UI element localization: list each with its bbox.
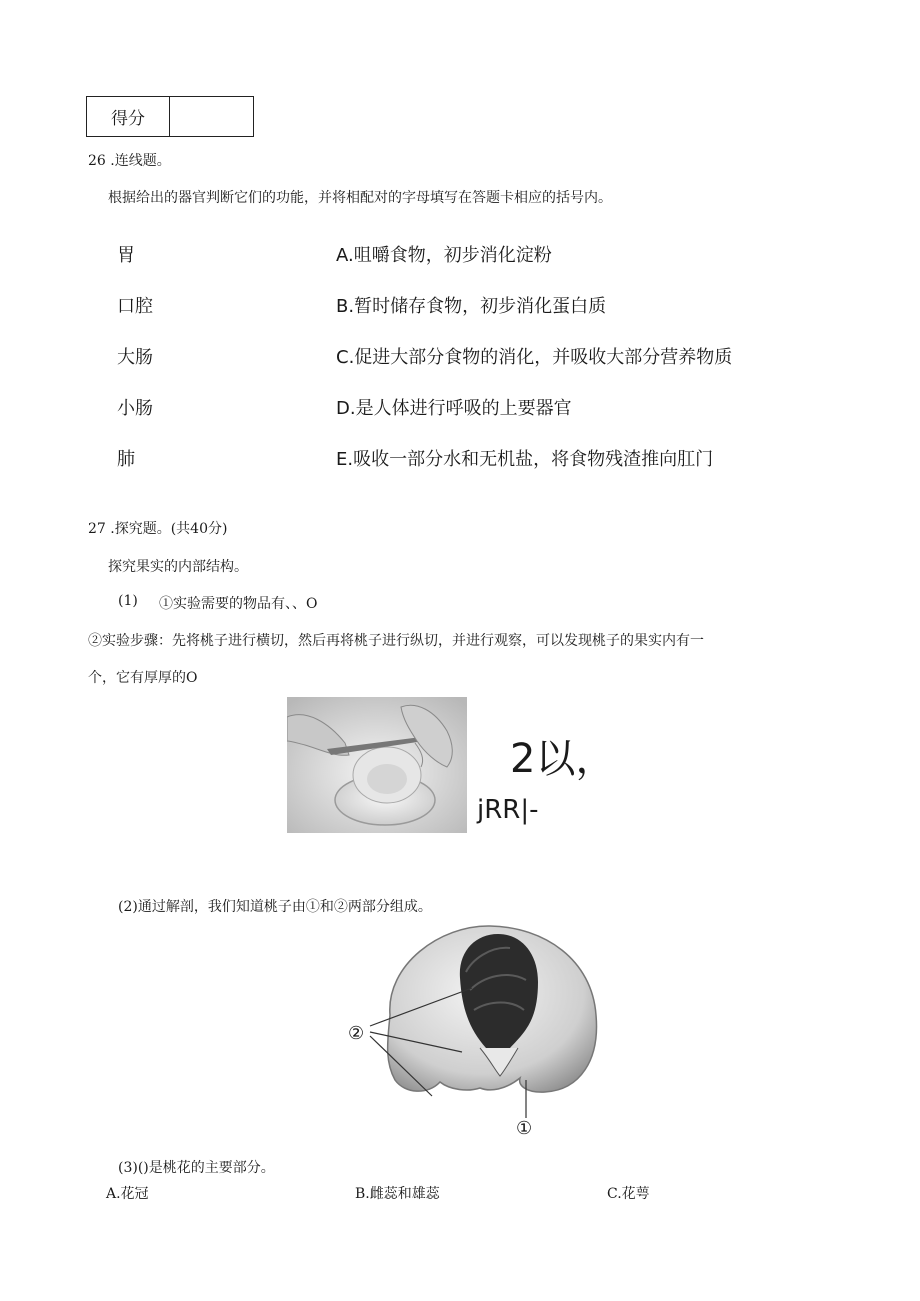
function-e[interactable]: E.吸收一部分水和无机盐，将食物残渣推向肛门	[336, 449, 714, 470]
q27-title: 27 .探究题。(共40分)	[88, 521, 228, 537]
q27-part1-text: ①实验需要的物品有、、O	[159, 596, 318, 612]
function-c[interactable]: C.促进大部分食物的消化，并吸收大部分营养物质	[336, 347, 733, 368]
peach-cutting-photo	[287, 697, 467, 833]
organ-stomach[interactable]: 胃	[117, 245, 135, 266]
peach-cross-section-diagram	[340, 920, 600, 1145]
q26-title: 26 .连线题。	[88, 153, 171, 169]
function-a[interactable]: A.咀嚼食物，初步消化淀粉	[336, 245, 552, 266]
q27-steps-line2: 个，它有厚厚的O	[88, 670, 198, 686]
function-d[interactable]: D.是人体进行呼吸的上要器官	[336, 398, 572, 419]
function-b[interactable]: B.暂时储存食物，初步消化蛋白质	[336, 296, 607, 317]
option-c[interactable]: C.花萼	[607, 1186, 650, 1202]
organ-small-intestine[interactable]: 小肠	[117, 398, 153, 419]
score-box	[86, 96, 254, 137]
q27-steps-line1: ②实验步骤：先将桃子进行横切，然后再将桃子进行纵切，并进行观察，可以发现桃子的果实内有一	[88, 633, 704, 649]
q26-instruction: 根据给出的器官判断它们的功能，并将相配对的字母填写在答题卡相应的括号内。	[108, 190, 612, 206]
label-1: ①	[516, 1118, 533, 1139]
score-value-field[interactable]	[170, 97, 253, 136]
q27-part3-text: (3)()是桃花的主要部分。	[118, 1160, 275, 1176]
photo-caption-1: 2以，	[510, 736, 616, 782]
organ-lung[interactable]: 肺	[117, 449, 135, 470]
q27-part1-number: (1)	[118, 593, 138, 609]
label-2: ②	[348, 1023, 365, 1044]
score-label: 得分	[87, 97, 170, 136]
photo-caption-2: jRR|-	[477, 795, 539, 825]
organ-mouth[interactable]: 口腔	[117, 296, 153, 317]
q27-intro: 探究果实的内部结构。	[108, 559, 248, 575]
option-a[interactable]: A.花冠	[106, 1186, 149, 1202]
option-b[interactable]: B.雌蕊和雄蕊	[355, 1186, 440, 1202]
organ-large-intestine[interactable]: 大肠	[117, 347, 153, 368]
q27-part2-text: (2)通过解剖，我们知道桃子由①和②两部分组成。	[118, 899, 432, 915]
